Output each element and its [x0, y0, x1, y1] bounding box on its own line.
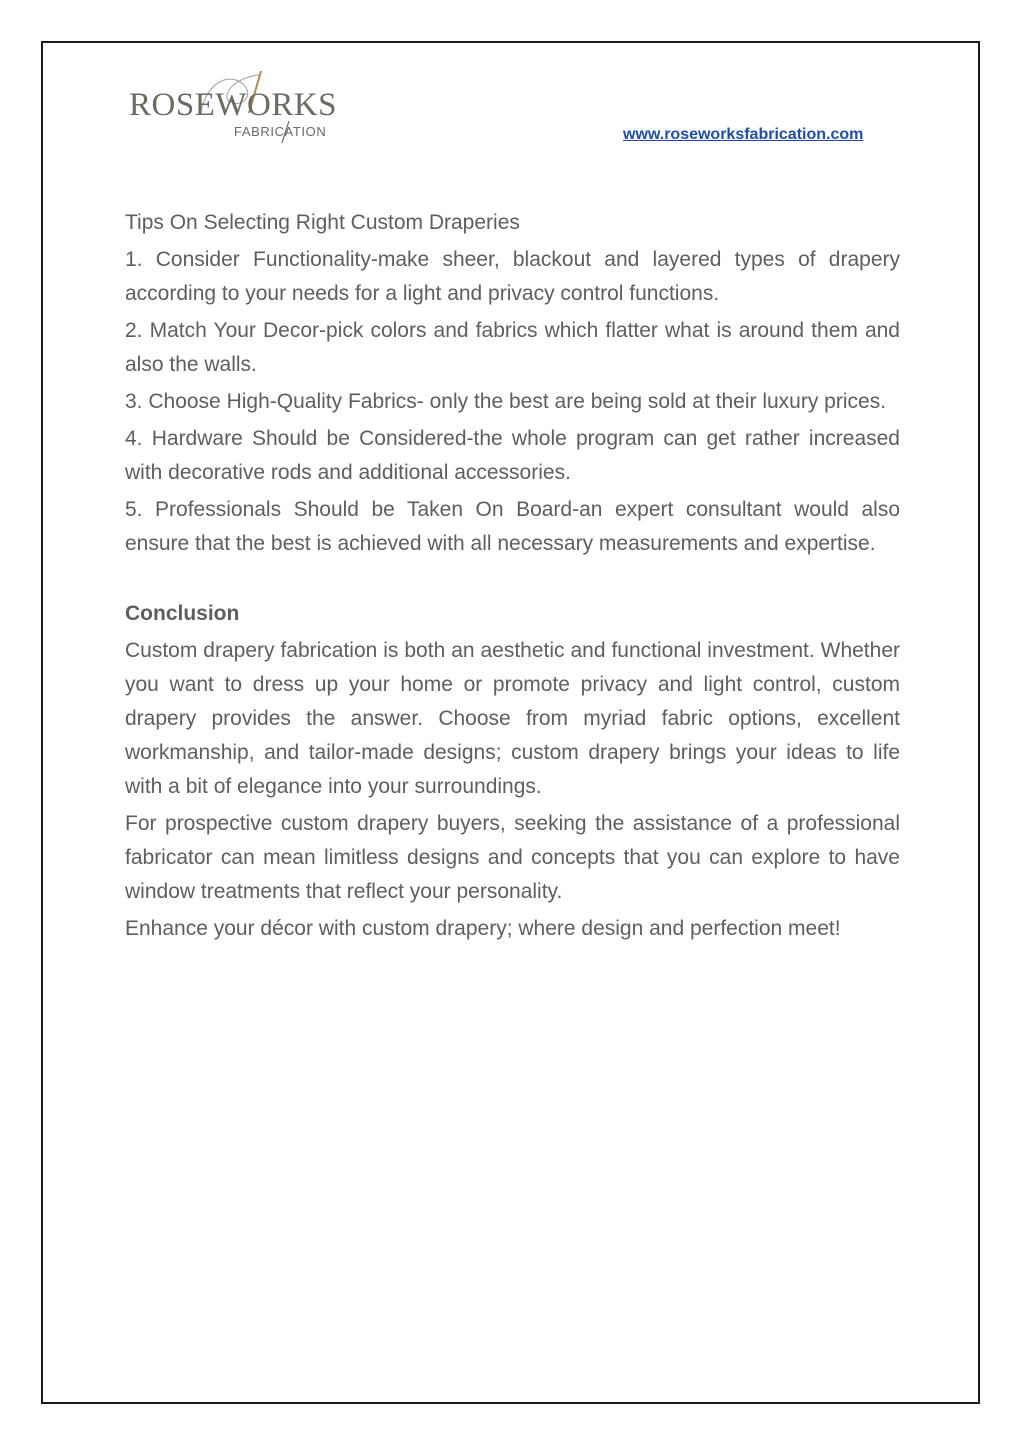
conclusion-heading: Conclusion: [125, 602, 240, 625]
document-body: [125, 206, 900, 949]
roseworks-logo: [129, 63, 349, 143]
conclusion-paragraph-3: Enhance your décor with custom drapery; where design and perfection meet!: [125, 917, 841, 940]
conclusion-paragraph-2: For prospective custom drapery buyers, seeking the assistance of a professional fabricator can mean limitless designs and concepts that you can explore to have window treatments that reflect your personality.: [125, 812, 900, 903]
page-frame: [41, 41, 980, 1404]
tip-item-5: 5. Professionals Should be Taken On Board-an expert consultant would also ensure that the best is achieved with all necessary measurements and expertise.: [125, 498, 900, 555]
logo-wordmark: ROSEWORKS: [129, 87, 338, 123]
website-link[interactable]: www.roseworksfabrication.com: [623, 126, 864, 143]
tip-item-1: 1. Consider Functionality-make sheer, blackout and layered types of drapery according to your needs for a light and privacy control functions.: [125, 248, 900, 305]
tips-heading: Tips On Selecting Right Custom Draperies: [125, 211, 520, 234]
logo-subtitle: FABRICATION: [234, 124, 327, 139]
tip-item-3: 3. Choose High-Quality Fabrics- only the best are being sold at their luxury prices.: [125, 390, 887, 413]
tip-item-2: 2. Match Your Decor-pick colors and fabrics which flatter what is around them and also the walls.: [125, 319, 900, 376]
tip-item-4: 4. Hardware Should be Considered-the whole program can get rather increased with decorative rods and additional accessories.: [125, 427, 900, 484]
conclusion-paragraph-1: Custom drapery fabrication is both an aesthetic and functional investment. Whether you want to dress up your home or promote privacy and light control, custom drapery provides the answer. Choose from myriad fabric options, excellent workmanship, and tailor-made designs; custom drapery brings your ideas to life with a bit of elegance into your surroundings.: [125, 639, 900, 798]
